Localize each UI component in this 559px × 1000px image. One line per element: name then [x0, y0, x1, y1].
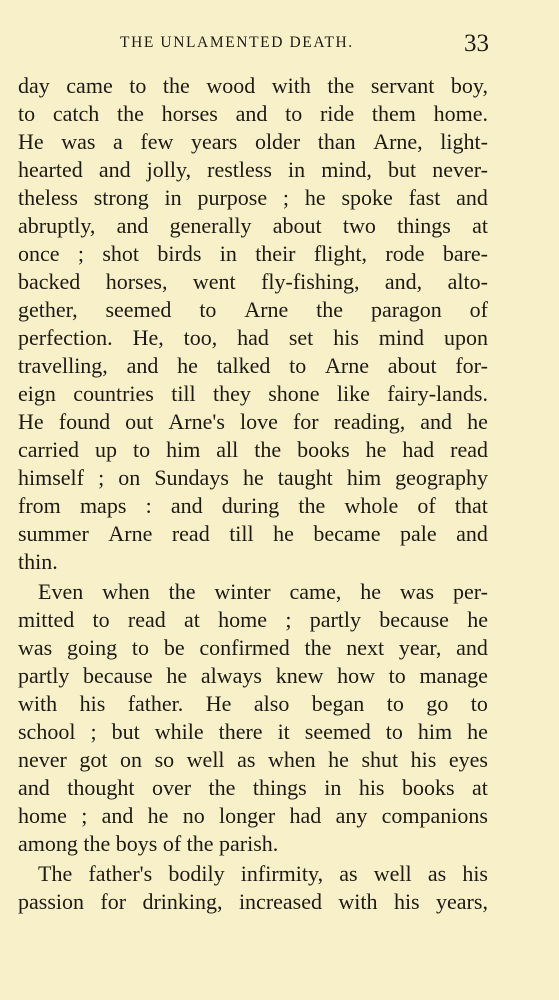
text-line: himself ; on Sundays he taught him geography — [18, 465, 488, 490]
text-line: theless strong in purpose ; he spoke fast and — [18, 185, 488, 210]
text-line: home ; and he no longer had any companions — [18, 803, 488, 828]
text-line: carried up to him all the books he had read — [18, 437, 488, 462]
text-line: travelling, and he talked to Arne about for- — [18, 353, 488, 378]
text-line: Even when the winter came, he was per- — [38, 579, 488, 604]
text-line: among the boys of the parish. — [18, 831, 279, 856]
text-line: The father's bodily infirmity, as well as his — [38, 861, 488, 886]
text-line: He was a few years older than Arne, light- — [18, 129, 488, 154]
text-line: passion for drinking, increased with his years, — [18, 889, 488, 914]
text-line: from maps : and during the whole of that — [18, 493, 488, 518]
running-head — [0, 30, 559, 60]
text-line: eign countries till they shone like fairy-lands. — [18, 381, 488, 406]
text-line: never got on so well as when he shut his eyes — [18, 747, 488, 772]
text-line: was going to be confirmed the next year, and — [18, 635, 488, 660]
text-line: hearted and jolly, restless in mind, but never- — [18, 157, 488, 182]
text-line: gether, seemed to Arne the paragon of — [18, 297, 488, 322]
text-line: thin. — [18, 549, 58, 574]
text-line: to catch the horses and to ride them home. — [18, 101, 488, 126]
page-number: 33 — [464, 30, 489, 57]
text-line: backed horses, went fly-fishing, and, alto- — [18, 269, 488, 294]
text-line: once ; shot birds in their flight, rode bare- — [18, 241, 488, 266]
text-line: abruptly, and generally about two things at — [18, 213, 488, 238]
running-title: THE UNLAMENTED DEATH. — [120, 34, 354, 51]
text-line: day came to the wood with the servant boy, — [18, 73, 488, 98]
text-line: partly because he always knew how to manage — [18, 663, 488, 688]
text-line: school ; but while there it seemed to him he — [18, 719, 488, 744]
text-line: He found out Arne's love for reading, and he — [18, 409, 488, 434]
text-line: mitted to read at home ; partly because he — [18, 607, 488, 632]
text-line: summer Arne read till he became pale and — [18, 521, 488, 546]
text-line: and thought over the things in his books at — [18, 775, 488, 800]
text-line: with his father. He also began to go to — [18, 691, 488, 716]
text-line: perfection. He, too, had set his mind upon — [18, 325, 488, 350]
